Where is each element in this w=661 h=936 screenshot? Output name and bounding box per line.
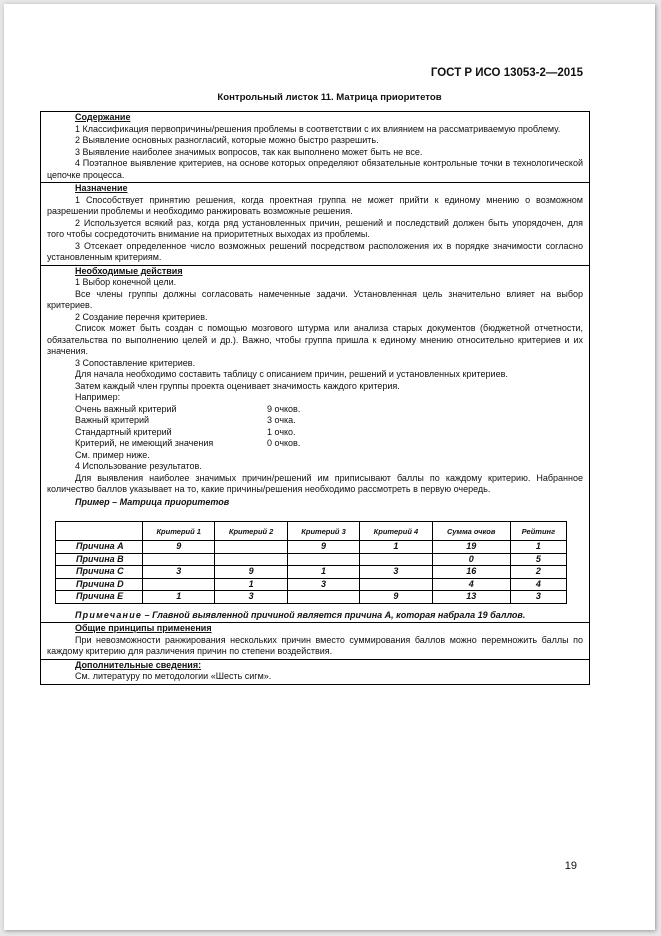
matrix-cell: 3: [215, 591, 287, 604]
paragraph: 2 Создание перечня критериев.: [75, 311, 208, 322]
paragraph: См. пример ниже.: [75, 449, 150, 460]
matrix-cell: 9: [360, 591, 432, 604]
matrix-row-label: Причина D: [56, 578, 143, 591]
matrix-cell: 9: [143, 541, 215, 554]
matrix-cell: 3: [360, 566, 432, 579]
score-value: 0 очков.: [267, 438, 301, 448]
matrix-row-label: Причина C: [56, 566, 143, 579]
matrix-cell: 4: [510, 578, 566, 591]
matrix-header-cell: Критерий 3: [287, 522, 359, 541]
paragraph: 4 Использование результатов.: [75, 461, 202, 471]
matrix-cell: 1: [510, 541, 566, 554]
matrix-cell: [215, 541, 287, 554]
matrix-cell: 3: [510, 591, 566, 604]
matrix-cell: 1: [143, 591, 215, 604]
matrix-cell: 13: [432, 591, 510, 604]
example-note: [47, 610, 583, 622]
matrix-header-cell: Рейтинг: [510, 522, 566, 541]
section-content: [41, 112, 589, 182]
score-row: [47, 427, 583, 439]
paragraph: См. литературу по методологии «Шесть сигм».: [75, 671, 272, 681]
matrix-cell: 0: [432, 553, 510, 566]
matrix-cell: [143, 578, 215, 591]
score-value: 1 очко.: [267, 426, 296, 437]
matrix-cell: 9: [287, 541, 359, 554]
matrix-header-cell: Критерий 4: [360, 522, 432, 541]
paragraph: 2 Выявление основных разногласий, которые можно быстро разрешить.: [75, 135, 379, 145]
matrix-cell: 9: [215, 566, 287, 579]
checklist-frame: [40, 111, 590, 685]
matrix-row-label: Причина B: [56, 553, 143, 566]
note-label: Примечание: [75, 609, 143, 620]
section-heading: Общие принципы применения: [75, 623, 212, 633]
matrix-header-row: [56, 522, 567, 541]
matrix-row: [56, 566, 567, 579]
paragraph: Список может быть создан с помощью мозгового штурма или анализа старых документов (бюджетной отчетности, обязательства по выполнению целей и др.). Важно, чтобы группа пришла к единому мнению относительно критериев и их значения.: [47, 323, 583, 356]
section-heading: Необходимые действия: [75, 265, 183, 276]
matrix-header-cell: Сумма очков: [432, 522, 510, 541]
matrix-header-cell: Критерий 1: [143, 522, 215, 541]
matrix-cell: 1: [360, 541, 432, 554]
paragraph: 3 Сопоставление критериев.: [75, 357, 196, 368]
paragraph: 1 Классификация первопричины/решения проблемы в соответствии с их влиянием на рассматриваемую проблему.: [75, 123, 561, 134]
paragraph: Затем каждый член группы проекта оценивает значимость каждого критерия.: [75, 380, 400, 391]
score-row: [47, 415, 583, 427]
paragraph: При невозможности ранжирования нескольких причин вместо суммирования баллов можно перемножить баллы по каждому критерию для различения причин по степени воздействия.: [47, 634, 583, 656]
paragraph: 1 Выбор конечной цели.: [75, 277, 177, 287]
score-label: Очень важный критерий: [75, 403, 177, 414]
score-label: Важный критерий: [75, 415, 150, 425]
matrix-header-cell: Критерий 2: [215, 522, 287, 541]
matrix-row: [56, 541, 567, 554]
matrix-row: [56, 591, 567, 604]
paragraph: Например:: [75, 392, 121, 402]
score-row: [47, 438, 583, 450]
page-title: Контрольный листок 11. Матрица приоритетов: [217, 92, 442, 103]
section-additional: [41, 659, 589, 684]
matrix-cell: 3: [143, 566, 215, 579]
example-title: Пример – Матрица приоритетов: [75, 496, 230, 507]
paragraph: 3 Выявление наиболее значимых вопросов, так как выполнено может быть не все.: [75, 146, 423, 157]
matrix-cell: [287, 553, 359, 566]
section-heading: Дополнительные сведения:: [75, 659, 202, 670]
matrix-cell: 5: [510, 553, 566, 566]
section-heading: Назначение: [75, 183, 128, 193]
score-row: [47, 404, 583, 416]
score-label: Стандартный критерий: [75, 426, 172, 437]
paragraph: 2 Используется всякий раз, когда ряд установленных причин, решений и последствий должен быть упорядочен, для того чтобы сосредоточить внимание на приоритетных выходах из проблемы.: [47, 217, 583, 239]
score-label: Критерий, не имеющий значения: [75, 438, 214, 448]
section-heading: Содержание: [75, 112, 131, 122]
matrix-cell: [143, 553, 215, 566]
paragraph: 1 Способствует принятию решения, когда проектная группа не может прийти к единому мнению о возможном разрешении проблемы и необходимо ранжировать возможные решения.: [47, 194, 583, 216]
note-text: – Главной выявленной причиной является причина A, которая набрала 19 баллов.: [144, 609, 526, 620]
matrix-cell: [360, 578, 432, 591]
paragraph: Для начала необходимо составить таблицу с описанием причин, решений и установленных критериев.: [75, 369, 508, 379]
section-actions: [41, 265, 589, 623]
section-purpose: [41, 182, 589, 265]
score-value: 3 очка.: [267, 415, 296, 425]
matrix-cell: 16: [432, 566, 510, 579]
page-number: 19: [564, 860, 577, 872]
paragraph: Для выявления наиболее значимых причин/решений им приписывают баллы по каждому критерию. Набранное количество баллов указывает на то, какие причины/решения необходимо рассмотреть в первую очередь.: [47, 472, 583, 494]
matrix-cell: [215, 553, 287, 566]
matrix-cell: 1: [287, 566, 359, 579]
section-principles: [41, 622, 589, 659]
priority-matrix: [55, 521, 567, 604]
matrix-cell: [287, 591, 359, 604]
matrix-header-cell: [56, 522, 143, 541]
standard-designation: ГОСТ Р ИСО 13053-2—2015: [430, 67, 583, 79]
matrix-row: [56, 578, 567, 591]
matrix-cell: 19: [432, 541, 510, 554]
paragraph: 3 Отсекает определенное число возможных решений посредством расположения их в порядке значимости согласно установленным критериям.: [47, 240, 583, 262]
matrix-row-label: Причина E: [56, 591, 143, 604]
matrix-cell: 3: [287, 578, 359, 591]
document-page: [4, 4, 655, 930]
matrix-row: [56, 553, 567, 566]
matrix-row-label: Причина A: [56, 541, 143, 554]
paragraph: Все члены группы должны согласовать намеченные задачи. Установленная цель значительно влияет на выбор критериев.: [47, 288, 583, 310]
matrix-cell: 2: [510, 566, 566, 579]
score-value: 9 очков.: [267, 403, 301, 414]
paragraph: 4 Поэтапное выявление критериев, на основе которых определяют обязательные контрольные точки в технологической цепочке процесса.: [47, 158, 583, 180]
matrix-cell: [360, 553, 432, 566]
matrix-cell: 1: [215, 578, 287, 591]
matrix-cell: 4: [432, 578, 510, 591]
